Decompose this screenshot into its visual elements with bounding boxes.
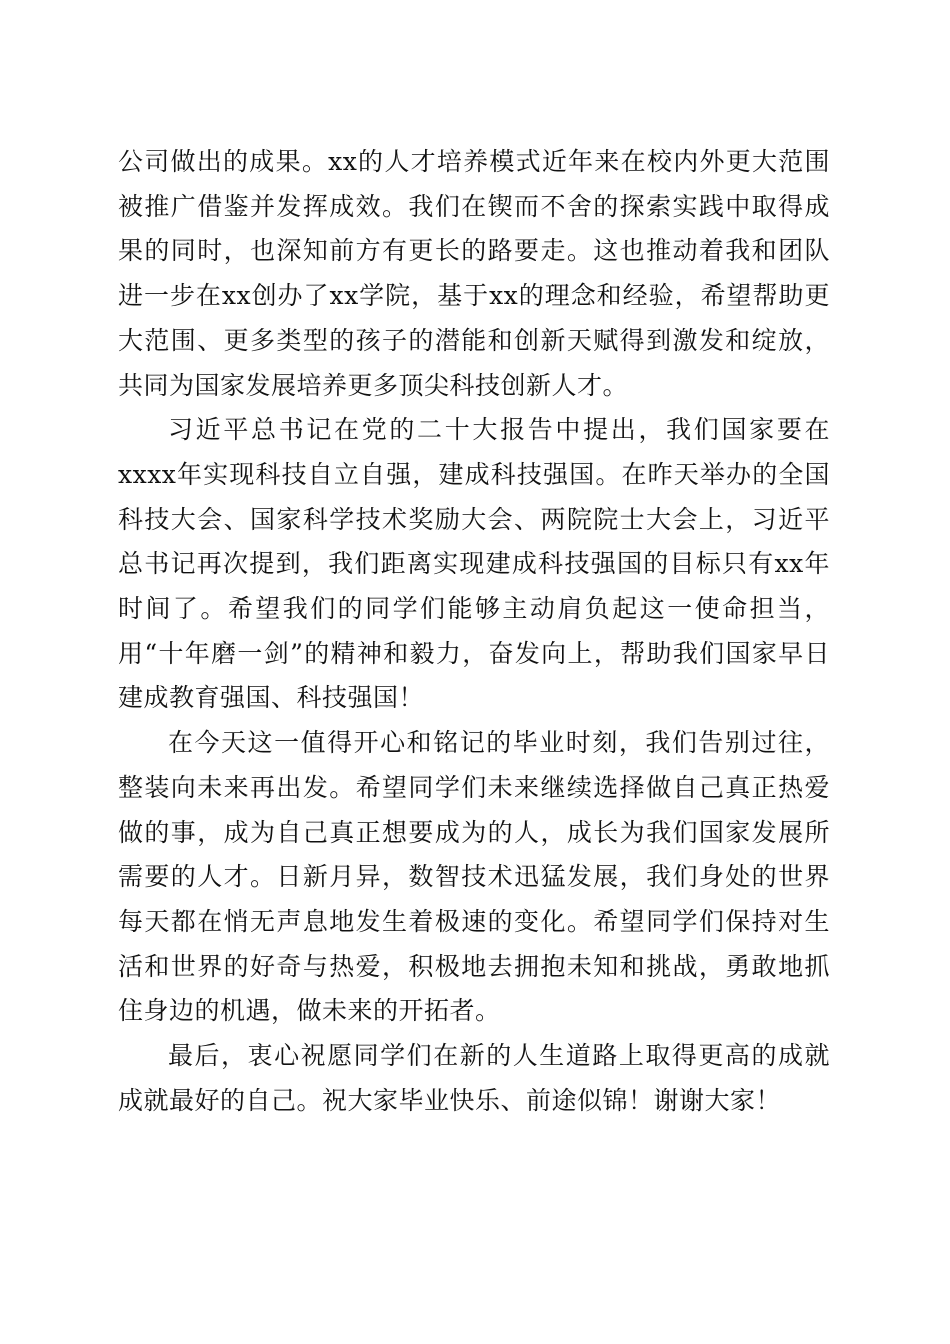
paragraph-1: 公司做出的成果。xx的人才培养模式近年来在校内外更大范围被推广借鉴并发挥成效。我们在锲而不舍的探索实践中取得成果的同时，也深知前方有更长的路要走。这也推动着我和团队进一步在xx创办了xx学院，基于xx的理念和经验，希望帮助更大范围、更多类型的孩子的潜能和创新天赋得到激发和绽放，共同为国家发展培养更多顶尖科技创新人才。 bbox=[118, 147, 830, 400]
paragraph-3: 在今天这一值得开心和铭记的毕业时刻，我们告别过往，整装向未来再出发。希望同学们未来继续选择做自己真正热爱做的事，成为自己真正想要成为的人，成长为我们国家发展所需要的人才。日新月异，数智技术迅猛发展，我们身处的世界每天都在悄无声息地发生着极速的变化。希望同学们保持对生活和世界的好奇与热爱，积极地去拥抱未知和挑战，勇敢地抓住身边的机遇，做未来的开拓者。 bbox=[118, 728, 830, 1026]
paragraph-4: 最后，衷心祝愿同学们在新的人生道路上取得更高的成就成就最好的自己。祝大家毕业快乐、前途似锦！谢谢大家！ bbox=[118, 1041, 830, 1115]
paragraph-2: 习近平总书记在党的二十大报告中提出，我们国家要在xxxx年实现科技自立自强，建成科技强国。在昨天举办的全国科技大会、国家科学技术奖励大会、两院院士大会上，习近平总书记再次提到，我们距离实现建成科技强国的目标只有xx年时间了。希望我们的同学们能够主动肩负起这一使命担当，用“十年磨一剑”的精神和毅力，奋发向上，帮助我们国家早日建成教育强国、科技强国！ bbox=[118, 415, 830, 713]
document-body bbox=[118, 140, 830, 1123]
